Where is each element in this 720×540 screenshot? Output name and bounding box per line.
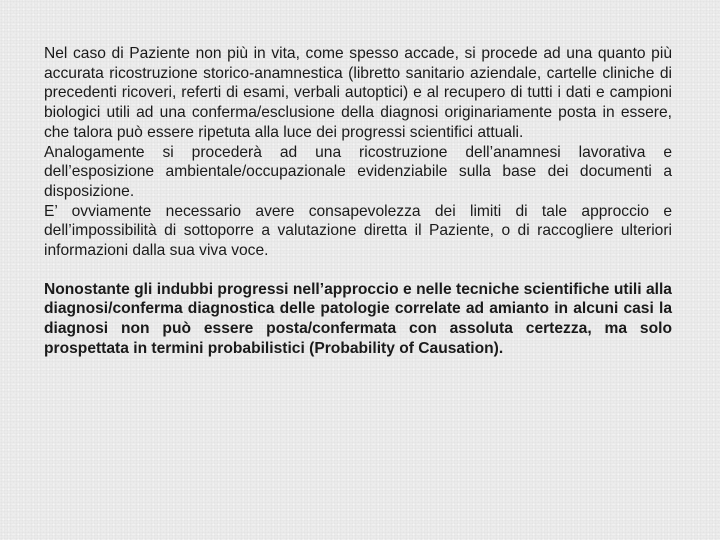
paragraph-deceased-patient: Nel caso di Paziente non più in vita, come spesso accade, si procede ad una quanto più accurata ricostruzione storico-anamnestica (libretto sanitario aziendale, cartelle cliniche di precedenti ricoveri, referti di esami, verbali autoptici) e al recupero di tutti i dati e campioni biologici utili ad una conferma/esclusione della diagnosi originariamente posta in essere, che talora può essere ripetuta alla luce dei progressi scientifici attuali. bbox=[44, 45, 672, 141]
paragraph-conclusion: Nonostante gli indubbi progressi nell’approccio e nelle tecniche scientifiche utili alla diagnosi/conferma diagnostica delle patologie correlate ad amianto in alcuni casi la diagnosi non può essere posta/confermata con assoluta certezza, ma solo prospettata in termini probabilistici (Probability of Causation). bbox=[44, 280, 672, 357]
paragraph-work-history: Analogamente si procederà ad una ricostruzione dell’anamnesi lavorativa e dell’esposizione ambientale/occupazionale evidenziabile sulla base dei documenti a disposizione. bbox=[44, 143, 672, 200]
slide-body bbox=[44, 44, 672, 359]
paragraph-limitations: E’ ovviamente necessario avere consapevolezza dei limiti di tale approccio e dell’impossibilità di sottoporre a valutazione diretta il Paziente, o di raccogliere ulteriori informazioni dalla sua viva voce. bbox=[44, 202, 672, 260]
